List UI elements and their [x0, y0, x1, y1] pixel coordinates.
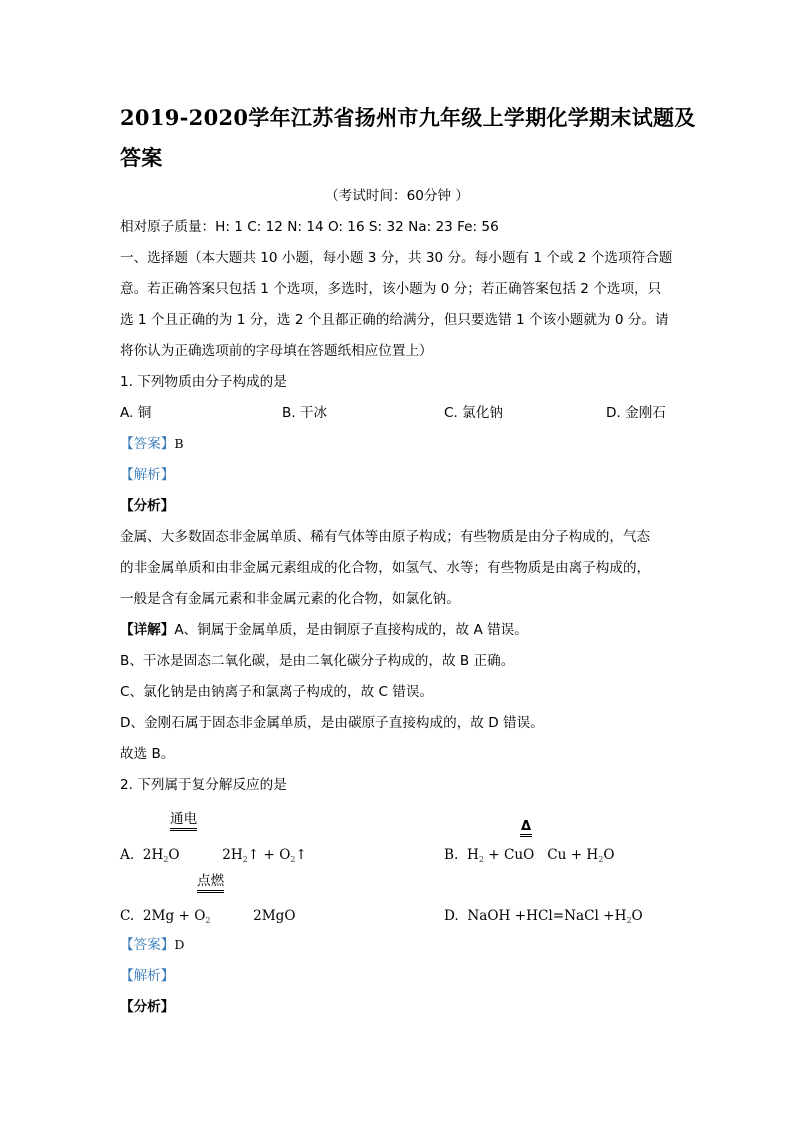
q2-option-c: C. $2Mg + O_2$ 2MgO	[120, 908, 296, 925]
q1-analysis-line: 金属、大多数固态非金属单质、稀有气体等由原子构成；有些物质是由分子构成的，气态	[120, 529, 651, 545]
q2-option-d: D. NaOH +HCl=NaCl $+H_2O$	[444, 908, 643, 925]
q1-option-c: C. 氯化钠	[444, 405, 503, 421]
q1-detail-line: C、氯化钠是由钠离子和氯离子构成的，故 C 错误。	[120, 684, 434, 700]
document-title-line1: 2019-2020学年江苏省扬州市九年级上学期化学期末试题及	[120, 105, 696, 130]
q2-jiexi-label: 【解析】	[120, 968, 175, 984]
q1-analysis-line: 的非金属单质和由非金属元素组成的化合物，如氢气、水等；有些物质是由离子构成的，	[120, 560, 651, 576]
q1-stem: 1. 下列物质由分子构成的是	[120, 374, 287, 390]
q1-detail-line: 【详解】A、铜属于金属单质，是由铜原子直接构成的，故 A 错误。	[120, 622, 528, 638]
section-intro-line: 选 1 个且正确的为 1 分，选 2 个且都正确的给满分，但只要选错 1 个该小题就为 0 分。请	[120, 312, 669, 328]
q1-answer	[120, 435, 184, 453]
q1-jiexi-label: 【解析】	[120, 467, 175, 483]
atomic-masses: 相对原子质量：H: 1 C: 12 N: 14 O: 16 S: 32 Na: 23 Fe: 56	[120, 219, 499, 235]
q2-stem: 2. 下列属于复分解反应的是	[120, 777, 287, 793]
q1-detail-line: D、金刚石属于固态非金属单质，是由碳原子直接构成的，故 D 错误。	[120, 715, 544, 731]
condition-heat-icon: Δ	[520, 820, 532, 837]
condition-electrolysis: 通电	[170, 811, 197, 831]
q2-option-b: B. $H_2$ + CuO $Cu + H_2O$	[444, 847, 615, 864]
answer-label: 【答案】	[120, 937, 175, 953]
q2-answer	[120, 936, 184, 954]
q2-fenxi-label: 【分析】	[120, 999, 175, 1015]
q1-conclusion: 故选 B。	[120, 746, 175, 762]
q1-option-a: A. 铜	[120, 405, 152, 421]
exam-time: （考试时间：60分钟 ）	[325, 188, 469, 204]
q1-option-b: B. 干冰	[282, 405, 328, 421]
document-title-line2: 答案	[120, 145, 163, 170]
answer-value: B	[174, 436, 184, 451]
q1-detail-line: B、干冰是固态二氧化碳，是由二氧化碳分子构成的，故 B 正确。	[120, 653, 515, 669]
answer-value: D	[174, 937, 185, 952]
q2-option-a: A. $2H_2O$ $2H_2↑$ + $O_2↑$	[120, 847, 307, 864]
section-intro-line: 一、选择题（本大题共 10 小题，每小题 3 分，共 30 分。每小题有 1 个或 2 个选项符合题	[120, 250, 673, 266]
section-intro-line: 意。若正确答案只包括 1 个选项，多选时，该小题为 0 分；若正确答案包括 2 个选项，只	[120, 281, 662, 297]
condition-ignite: 点燃	[197, 873, 224, 893]
section-intro-line: 将你认为正确选项前的字母填在答题纸相应位置上）	[120, 343, 433, 359]
detail-label: 【详解】	[120, 622, 175, 638]
answer-label: 【答案】	[120, 436, 175, 452]
q1-analysis-line: 一般是含有金属元素和非金属元素的化合物，如氯化钠。	[120, 591, 460, 607]
q1-option-d: D. 金刚石	[606, 405, 666, 421]
q1-fenxi-label: 【分析】	[120, 498, 175, 514]
